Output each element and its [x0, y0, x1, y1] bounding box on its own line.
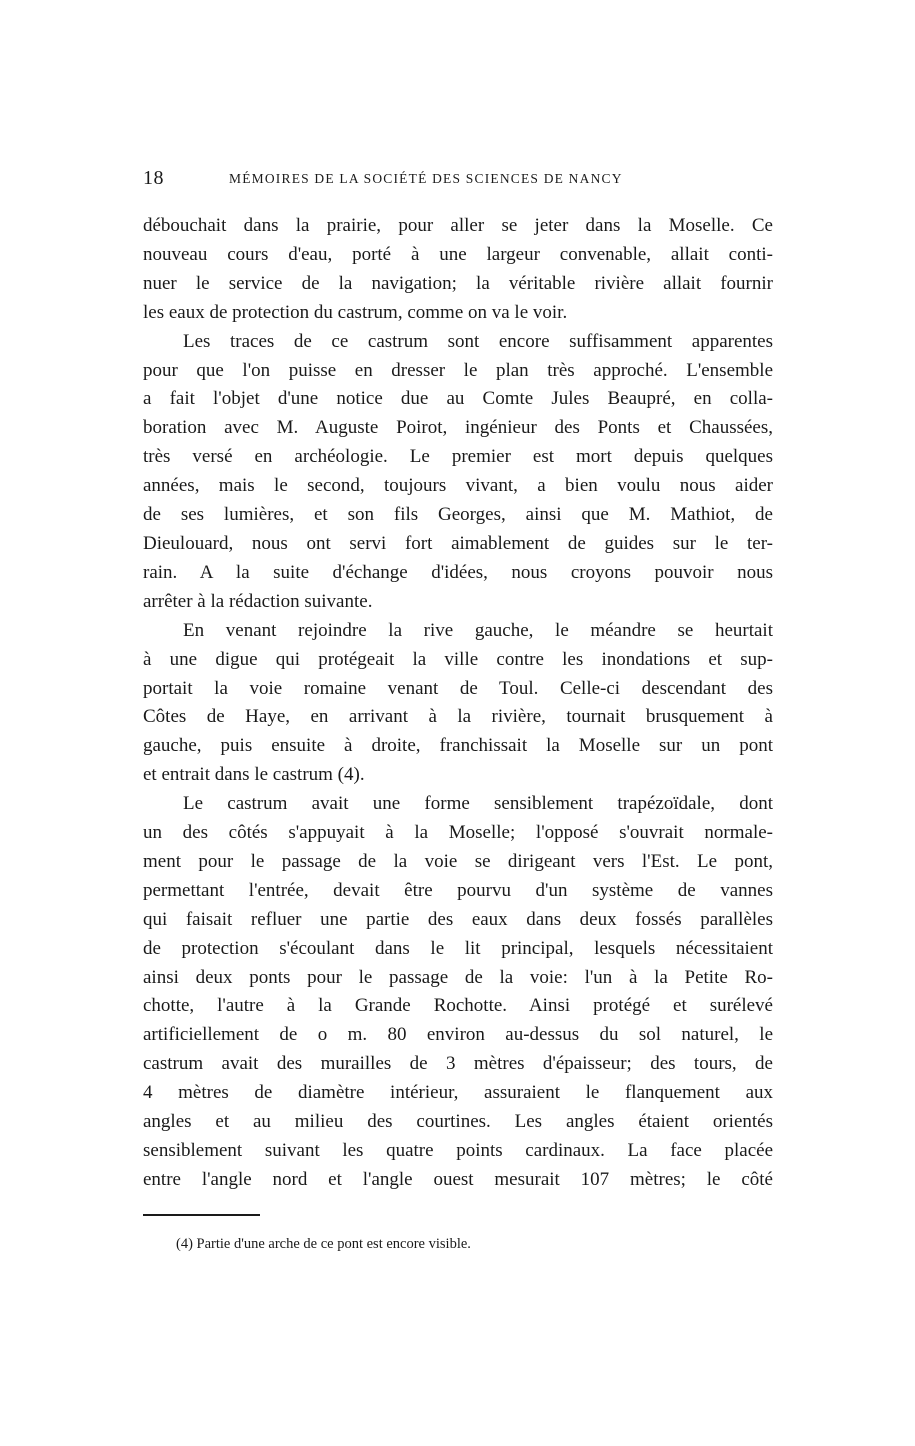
text-line: boration avec M. Auguste Poirot, ingénieur des Ponts et Chaussées, — [143, 417, 773, 439]
text-line: castrum avait des murailles de 3 mètres d'épaisseur; des tours, de — [143, 1053, 773, 1075]
text-line: un des côtés s'appuyait à la Moselle; l'opposé s'ouvrait normale- — [143, 822, 773, 844]
text-line: à une digue qui protégeait la ville contre les inondations et sup- — [143, 648, 773, 670]
text-line: très versé en archéologie. Le premier est mort depuis quelques — [143, 446, 773, 468]
text-line: ment pour le passage de la voie se dirigeant vers l'Est. Le pont, — [143, 850, 773, 872]
text-line: a fait l'objet d'une notice due au Comte Jules Beaupré, en colla- — [143, 388, 773, 410]
text-line: débouchait dans la prairie, pour aller se jeter dans la Moselle. Ce — [143, 215, 773, 236]
text-line: Les traces de ce castrum sont encore suffisamment apparentes — [183, 330, 773, 352]
text-line: de protection s'écoulant dans le lit principal, lesquels nécessitaient — [143, 937, 773, 959]
footnote-divider — [143, 1214, 260, 1216]
text-line: chotte, l'autre à la Grande Rochotte. Ainsi protégé et surélevé — [143, 995, 773, 1017]
text-line: et entrait dans le castrum (4). — [143, 764, 365, 786]
text-line: rain. A la suite d'échange d'idées, nous croyons pouvoir nous — [143, 561, 773, 583]
text-line: nuer le service de la navigation; la véritable rivière allait fournir — [143, 272, 773, 294]
text-line: pour que l'on puisse en dresser le plan très approché. L'ensemble — [143, 359, 773, 381]
text-line: de ses lumières, et son fils Georges, ainsi que M. Mathiot, de — [143, 504, 773, 526]
text-line: portait la voie romaine venant de Toul. Celle-ci descendant des — [143, 677, 773, 699]
page-number: 18 — [143, 167, 164, 189]
running-header — [143, 167, 703, 193]
text-line: nouveau cours d'eau, porté à une largeur convenable, allait conti- — [143, 243, 773, 265]
text-line: les eaux de protection du castrum, comme on va le voir. — [143, 301, 568, 323]
text-line: arrêter à la rédaction suivante. — [143, 590, 373, 612]
text-line: artificiellement de o m. 80 environ au-dessus du sol naturel, le — [143, 1024, 773, 1046]
text-line: ainsi deux ponts pour le passage de la voie: l'un à la Petite Ro- — [143, 966, 773, 988]
text-line: qui faisait refluer une partie des eaux dans deux fossés parallèles — [143, 908, 773, 930]
text-line: Côtes de Haye, en arrivant à la rivière, tournait brusquement à — [143, 706, 773, 728]
text-line: Le castrum avait une forme sensiblement trapézoïdale, dont — [183, 793, 773, 815]
journal-title: MÉMOIRES DE LA SOCIÉTÉ DES SCIENCES DE NANCY — [229, 171, 623, 186]
text-line: années, mais le second, toujours vivant, a bien voulu nous aider — [143, 475, 773, 497]
body-text — [143, 212, 773, 1195]
footnote: (4) Partie d'une arche de ce pont est encore visible. — [176, 1236, 471, 1252]
text-line: entre l'angle nord et l'angle ouest mesurait 107 mètres; le côté — [143, 1168, 773, 1190]
text-line: sensiblement suivant les quatre points cardinaux. La face placée — [143, 1140, 773, 1161]
text-line: angles et au milieu des courtines. Les angles étaient orientés — [143, 1111, 773, 1133]
text-line: 4 mètres de diamètre intérieur, assuraient le flanquement aux — [143, 1082, 773, 1104]
text-line: permettant l'entrée, devait être pourvu d'un système de vannes — [143, 879, 773, 901]
text-line: En venant rejoindre la rive gauche, le méandre se heurtait — [183, 619, 773, 641]
text-line: gauche, puis ensuite à droite, franchissait la Moselle sur un pont — [143, 735, 773, 757]
text-line: Dieulouard, nous ont servi fort aimablement de guides sur le ter- — [143, 532, 773, 554]
